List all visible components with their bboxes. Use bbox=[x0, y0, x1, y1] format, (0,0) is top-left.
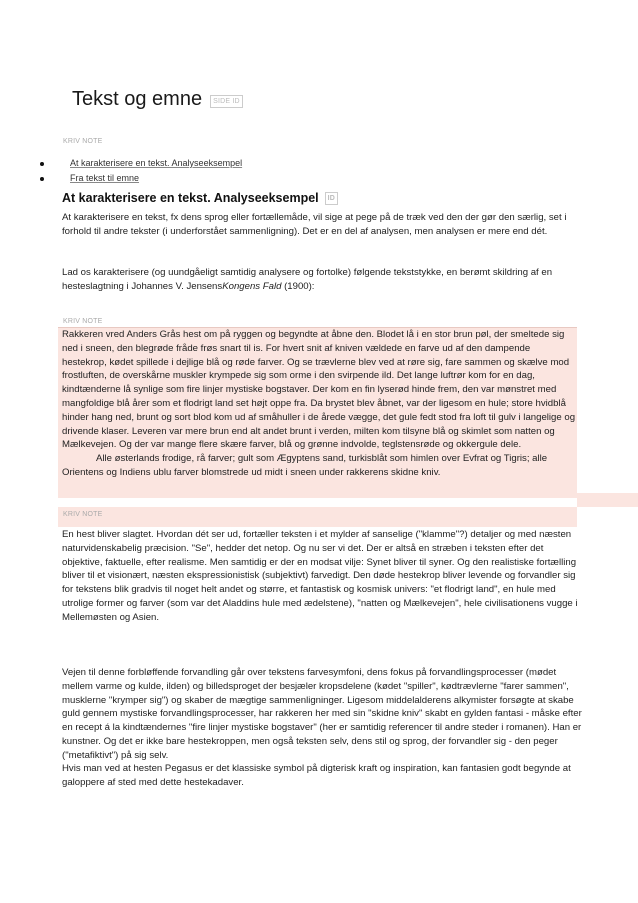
block-quote bbox=[62, 328, 576, 480]
intro-text-end: (1900): bbox=[281, 280, 315, 292]
page-title bbox=[72, 88, 243, 111]
intro-text: Lad os karakterisere (og uundgåeligt samtidig analysere og fortolke) følgende tekststykke, en berømt skildring af en hesteslagtning i Johannes V. Jensens bbox=[62, 267, 553, 292]
quote-paragraph-2: Alle østerlands frodige, rå farver; gult som Ægyptens sand, turkisblåt som himlen over Evfrat og Tigris; alle Orientens og Indiens ublu farver blomstrede ud midt i sneen under rakkerens skidne kniv. bbox=[62, 453, 548, 478]
page-id-tag[interactable]: SIDE ID bbox=[210, 95, 243, 108]
quote-highlight-extension bbox=[577, 493, 638, 507]
page-title-text: Tekst og emne bbox=[72, 88, 203, 110]
table-of-contents bbox=[40, 156, 242, 186]
toc-item bbox=[40, 171, 242, 186]
quote-paragraph-1: Rakkeren vred Anders Grås hest om på ryggen og begyndte at åbne den. Blodet lå i en stor brun pøl, der smeltede sig ned i sneen, den blegrøde fråde frøs snart til is. For hvert snit af kniven vældede en farve ud af den dampende hestekrop, kødet spillede i dejlige blå og røde farver. Og se trævlerne blev ved at røre sig, fare sammen og skælve mod frostluften, de overskårne muskler krympede sig som orme i den svirpende ild. Det lange luftrør kom for en dag, kindtænderne lå synlige som fire linjer mystiske bogstaver. Der kom en fin lyserød hinde frem, den var mønstret med mangfoldige blå årer som et flodrigt land set højt oppe fra. Da brystet blev åbnet, var der ligesom en hule; store hvidblå hinder hang ned, brunt og sort blod kom ud af småhuller i de årede vægge, det gule fedt stod fra loft til gulv i langelige og drivende klaser. Leveren var mere brun end alt andet brunt i verden, milten kom tilsyne blå og skimlet som natten og Mælkevejen. Og der var mange flere skære farver, blå og grønne indvolde, teglstensrøde og okkergule dele. bbox=[62, 329, 576, 451]
write-note-link[interactable]: KRIV NOTE bbox=[63, 318, 103, 325]
work-title: Kongens Fald bbox=[222, 280, 282, 292]
body-paragraph: En hest bliver slagtet. Hvordan dét ser ud, fortæller teksten i et mylder af sanselige ("klamme"?) detaljer og med næsten naturvidenskabelig præcision. "Se", hedder det netop. Og nu ser vi det. Der er altså en stræben i teksten efter det objektive, faktuelle, efter realisme. Men samtidig er der en modsat vilje: Synet bliver til syner. Og den realistiske fortælling bliver til et visionært, næsten ekspressionistisk (subjektivt) farvedigt. Den døde hestekrop bliver levende og forvandler sig for tekstens blik gradvis til noget helt andet og større, et fantastisk og kosmisk univers: "et flodrigt land", en hule med utrolige former og farver (som var det Aladdins hule med ædelstene), "natten og Mælkevejen", hele civilisationens vugge i Mellemøsten og Asien. bbox=[62, 529, 578, 623]
note-highlight bbox=[58, 507, 577, 527]
write-note-link[interactable]: KRIV NOTE bbox=[63, 511, 103, 518]
intro-paragraph-2 bbox=[62, 266, 582, 294]
write-note-link[interactable]: KRIV NOTE bbox=[63, 138, 103, 145]
section-id-tag[interactable]: ID bbox=[325, 192, 338, 205]
toc-link-text-to-subject[interactable]: Fra tekst til emne bbox=[70, 173, 140, 183]
section-heading bbox=[62, 191, 338, 205]
toc-link-analysis-example[interactable]: At karakterisere en tekst. Analyseeksempel bbox=[70, 158, 243, 168]
intro-paragraph: At karakterisere en tekst, fx dens sprog eller fortællemåde, vil sige at pege på de træk ved den der gør den særlig, set i forhold til andre tekster (i underforstået sammenligning). Det er en del af analysen, men analysen er mere end dét. bbox=[62, 212, 567, 237]
section-heading-text: At karakterisere en tekst. Analyseeksempel bbox=[62, 191, 319, 205]
toc-item bbox=[40, 156, 242, 171]
body-paragraph: Hvis man ved at hesten Pegasus er det klassiske symbol på digterisk kraft og inspiration, kan fantasien godt begynde at galoppere af sted med dette hestekadaver. bbox=[62, 763, 571, 788]
body-paragraph: Vejen til denne forbløffende forvandling går over tekstens farvesymfoni, dens fokus på forvandlingsprocesser (mødet mellem varme og kulde, ilden) og billedsproget der besjæler kropsdelene (kødet "spiller", kødtrævlerne "farer sammen", musklerne "krymper sig") og skaber de mægtige sammenligninger. Ligesom middelalderens alkymister forsøgte at skabe guld gennem mystiske forvandlingsprocesser, har rakkeren her med sin "skidne kniv" skabt en gylden fantasi - måske efter en recept á la kindtændernes "fire linjer mystiske bogstaver" (her er samtidig referencer til andre steder i romanen). Han er kunstner. Og det er ikke bare hestekroppen, men også teksten selv, dens stil og sprog, der forvandler sig - den peger ("metafiktivt") på sig selv. bbox=[62, 667, 582, 761]
